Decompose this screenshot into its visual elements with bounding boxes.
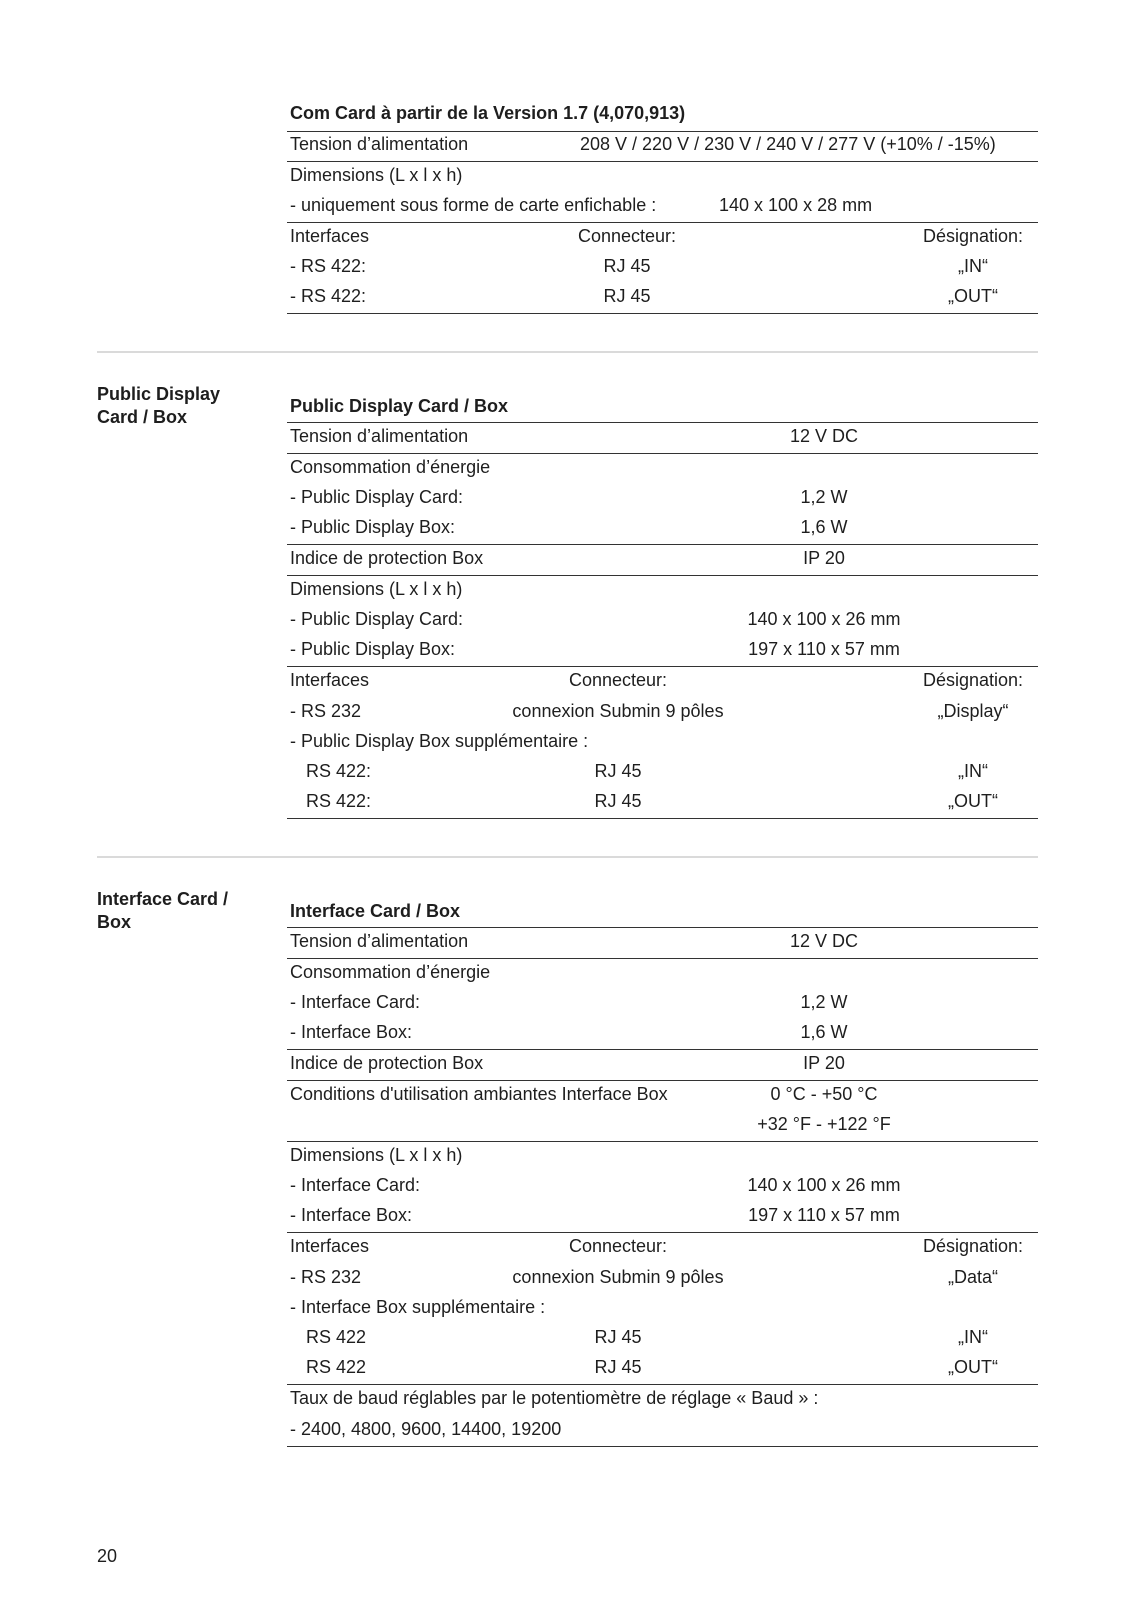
public-display-dims-item: - Public Display Box:	[290, 639, 456, 659]
interface-card-supply-label: Tension d’alimentation	[290, 931, 469, 951]
interface-card-interfaces-label: Interfaces	[290, 1236, 370, 1256]
public-display-rs232-designation: „Display“	[937, 701, 1009, 721]
com-card-dims-label: Dimensions (L x l x h)	[290, 165, 463, 185]
public-display-consumption-item: - Public Display Box:	[290, 517, 456, 537]
rule	[287, 666, 1038, 667]
interface-card-rs232-designation: „Data“	[947, 1267, 999, 1287]
com-card-dims-item-value: 140 x 100 x 28 mm	[719, 195, 873, 215]
interface-card-consumption-label: Consommation d’énergie	[290, 962, 491, 982]
public-display-title: Public Display Card / Box	[290, 396, 509, 416]
interface-card-rs232-name: - RS 232	[290, 1267, 362, 1287]
rule	[287, 1446, 1038, 1447]
rule	[287, 818, 1038, 819]
page-number: 20	[97, 1546, 118, 1566]
interface-card-extra-name: RS 422	[306, 1327, 367, 1347]
public-display-supply-value: 12 V DC	[789, 426, 859, 446]
interface-card-dims-item: - Interface Card:	[290, 1175, 421, 1195]
public-display-extra-connector: RJ 45	[594, 791, 642, 811]
com-card-designation-header: Désignation:	[922, 226, 1024, 246]
rule	[287, 575, 1038, 576]
public-display-side-title	[97, 383, 220, 429]
interface-card-connector-header: Connecteur:	[568, 1236, 668, 1256]
interface-card-extra-name: RS 422	[306, 1357, 367, 1377]
interface-card-ambient-celsius: 0 °C - +50 °C	[770, 1084, 878, 1104]
public-display-extra-designation: „IN“	[958, 761, 988, 781]
rule	[287, 1080, 1038, 1081]
rule	[287, 1049, 1038, 1050]
interface-card-dims-label: Dimensions (L x l x h)	[290, 1145, 463, 1165]
com-card-row-name: - RS 422:	[290, 286, 367, 306]
com-card-supply-value: 208 V / 220 V / 230 V / 240 V / 277 V (+10% / -15%)	[580, 134, 996, 154]
rule	[287, 927, 1038, 928]
public-display-extra-name: RS 422:	[306, 791, 372, 811]
public-display-dims-value: 197 x 110 x 57 mm	[748, 639, 900, 659]
rule	[287, 131, 1038, 132]
rule	[287, 544, 1038, 545]
public-display-consumption-value: 1,6 W	[800, 517, 848, 537]
interface-card-baud-label: Taux de baud réglables par le potentiomètre de réglage « Baud » :	[290, 1388, 819, 1408]
rule	[287, 1232, 1038, 1233]
com-card-title: Com Card à partir de la Version 1.7 (4,070,913)	[290, 103, 686, 123]
rule	[287, 1141, 1038, 1142]
interface-card-dims-value: 140 x 100 x 26 mm	[747, 1175, 901, 1195]
public-display-supply-label: Tension d’alimentation	[290, 426, 469, 446]
interface-card-consumption-item: - Interface Card:	[290, 992, 421, 1012]
interface-card-consumption-value: 1,2 W	[800, 992, 848, 1012]
public-display-consumption-value: 1,2 W	[800, 487, 848, 507]
rule	[287, 958, 1038, 959]
public-display-rs232-connector: connexion Submin 9 pôles	[512, 701, 724, 721]
public-display-consumption-label: Consommation d’énergie	[290, 457, 491, 477]
interface-card-consumption-item: - Interface Box:	[290, 1022, 413, 1042]
rule	[287, 422, 1038, 423]
interface-card-supply-value: 12 V DC	[789, 931, 859, 951]
side-title-line: Interface Card /	[97, 889, 229, 909]
interface-card-extra-designation: „OUT“	[948, 1357, 998, 1377]
rule	[287, 222, 1038, 223]
com-card-row-designation: „OUT“	[948, 286, 998, 306]
public-display-connector-header: Connecteur:	[568, 670, 668, 690]
com-card-row-connector: RJ 45	[603, 286, 651, 306]
public-display-designation-header: Désignation:	[922, 670, 1024, 690]
interface-card-extra-designation: „IN“	[958, 1327, 988, 1347]
com-card-row-designation: „IN“	[958, 256, 988, 276]
com-card-row-connector: RJ 45	[603, 256, 651, 276]
public-display-protection-label: Indice de protection Box	[290, 548, 484, 568]
interface-card-rs232-connector: connexion Submin 9 pôles	[512, 1267, 724, 1287]
public-display-dims-item: - Public Display Card:	[290, 609, 464, 629]
public-display-dims-label: Dimensions (L x l x h)	[290, 579, 463, 599]
interface-card-dims-item: - Interface Box:	[290, 1205, 413, 1225]
rule	[287, 453, 1038, 454]
interface-card-title: Interface Card / Box	[290, 901, 461, 921]
rule	[287, 161, 1038, 162]
interface-card-side-title	[97, 888, 228, 934]
interface-card-protection-value: IP 20	[803, 1053, 845, 1073]
interface-card-ambient-fahrenheit: +32 °F - +122 °F	[757, 1114, 891, 1134]
section-separator	[97, 856, 1038, 858]
public-display-interfaces-label: Interfaces	[290, 670, 370, 690]
interface-card-extra-connector: RJ 45	[594, 1327, 642, 1347]
public-display-extra-connector: RJ 45	[594, 761, 642, 781]
section-separator	[97, 351, 1038, 353]
interface-card-ambient-label: Conditions d'utilisation ambiantes Interface Box	[290, 1084, 668, 1104]
com-card-connector-header: Connecteur:	[577, 226, 677, 246]
interface-card-consumption-value: 1,6 W	[800, 1022, 848, 1042]
interface-card-baud-values: - 2400, 4800, 9600, 14400, 19200	[290, 1419, 562, 1439]
public-display-extra-label: - Public Display Box supplémentaire :	[290, 731, 589, 751]
public-display-extra-designation: „OUT“	[948, 791, 998, 811]
com-card-interfaces-label: Interfaces	[290, 226, 370, 246]
public-display-dims-value: 140 x 100 x 26 mm	[747, 609, 901, 629]
com-card-supply-label: Tension d’alimentation	[290, 134, 469, 154]
rule	[287, 313, 1038, 314]
interface-card-protection-label: Indice de protection Box	[290, 1053, 484, 1073]
interface-card-extra-label: - Interface Box supplémentaire :	[290, 1297, 546, 1317]
side-title-line: Card / Box	[97, 407, 188, 427]
com-card-dims-item-label: - uniquement sous forme de carte enfichable :	[290, 195, 657, 215]
public-display-protection-value: IP 20	[803, 548, 845, 568]
side-title-line: Public Display	[97, 384, 221, 404]
interface-card-extra-connector: RJ 45	[594, 1357, 642, 1377]
interface-card-dims-value: 197 x 110 x 57 mm	[748, 1205, 900, 1225]
rule	[287, 1384, 1038, 1385]
side-title-line: Box	[97, 912, 132, 932]
public-display-extra-name: RS 422:	[306, 761, 372, 781]
interface-card-designation-header: Désignation:	[922, 1236, 1024, 1256]
public-display-rs232-name: - RS 232	[290, 701, 362, 721]
com-card-row-name: - RS 422:	[290, 256, 367, 276]
public-display-consumption-item: - Public Display Card:	[290, 487, 464, 507]
